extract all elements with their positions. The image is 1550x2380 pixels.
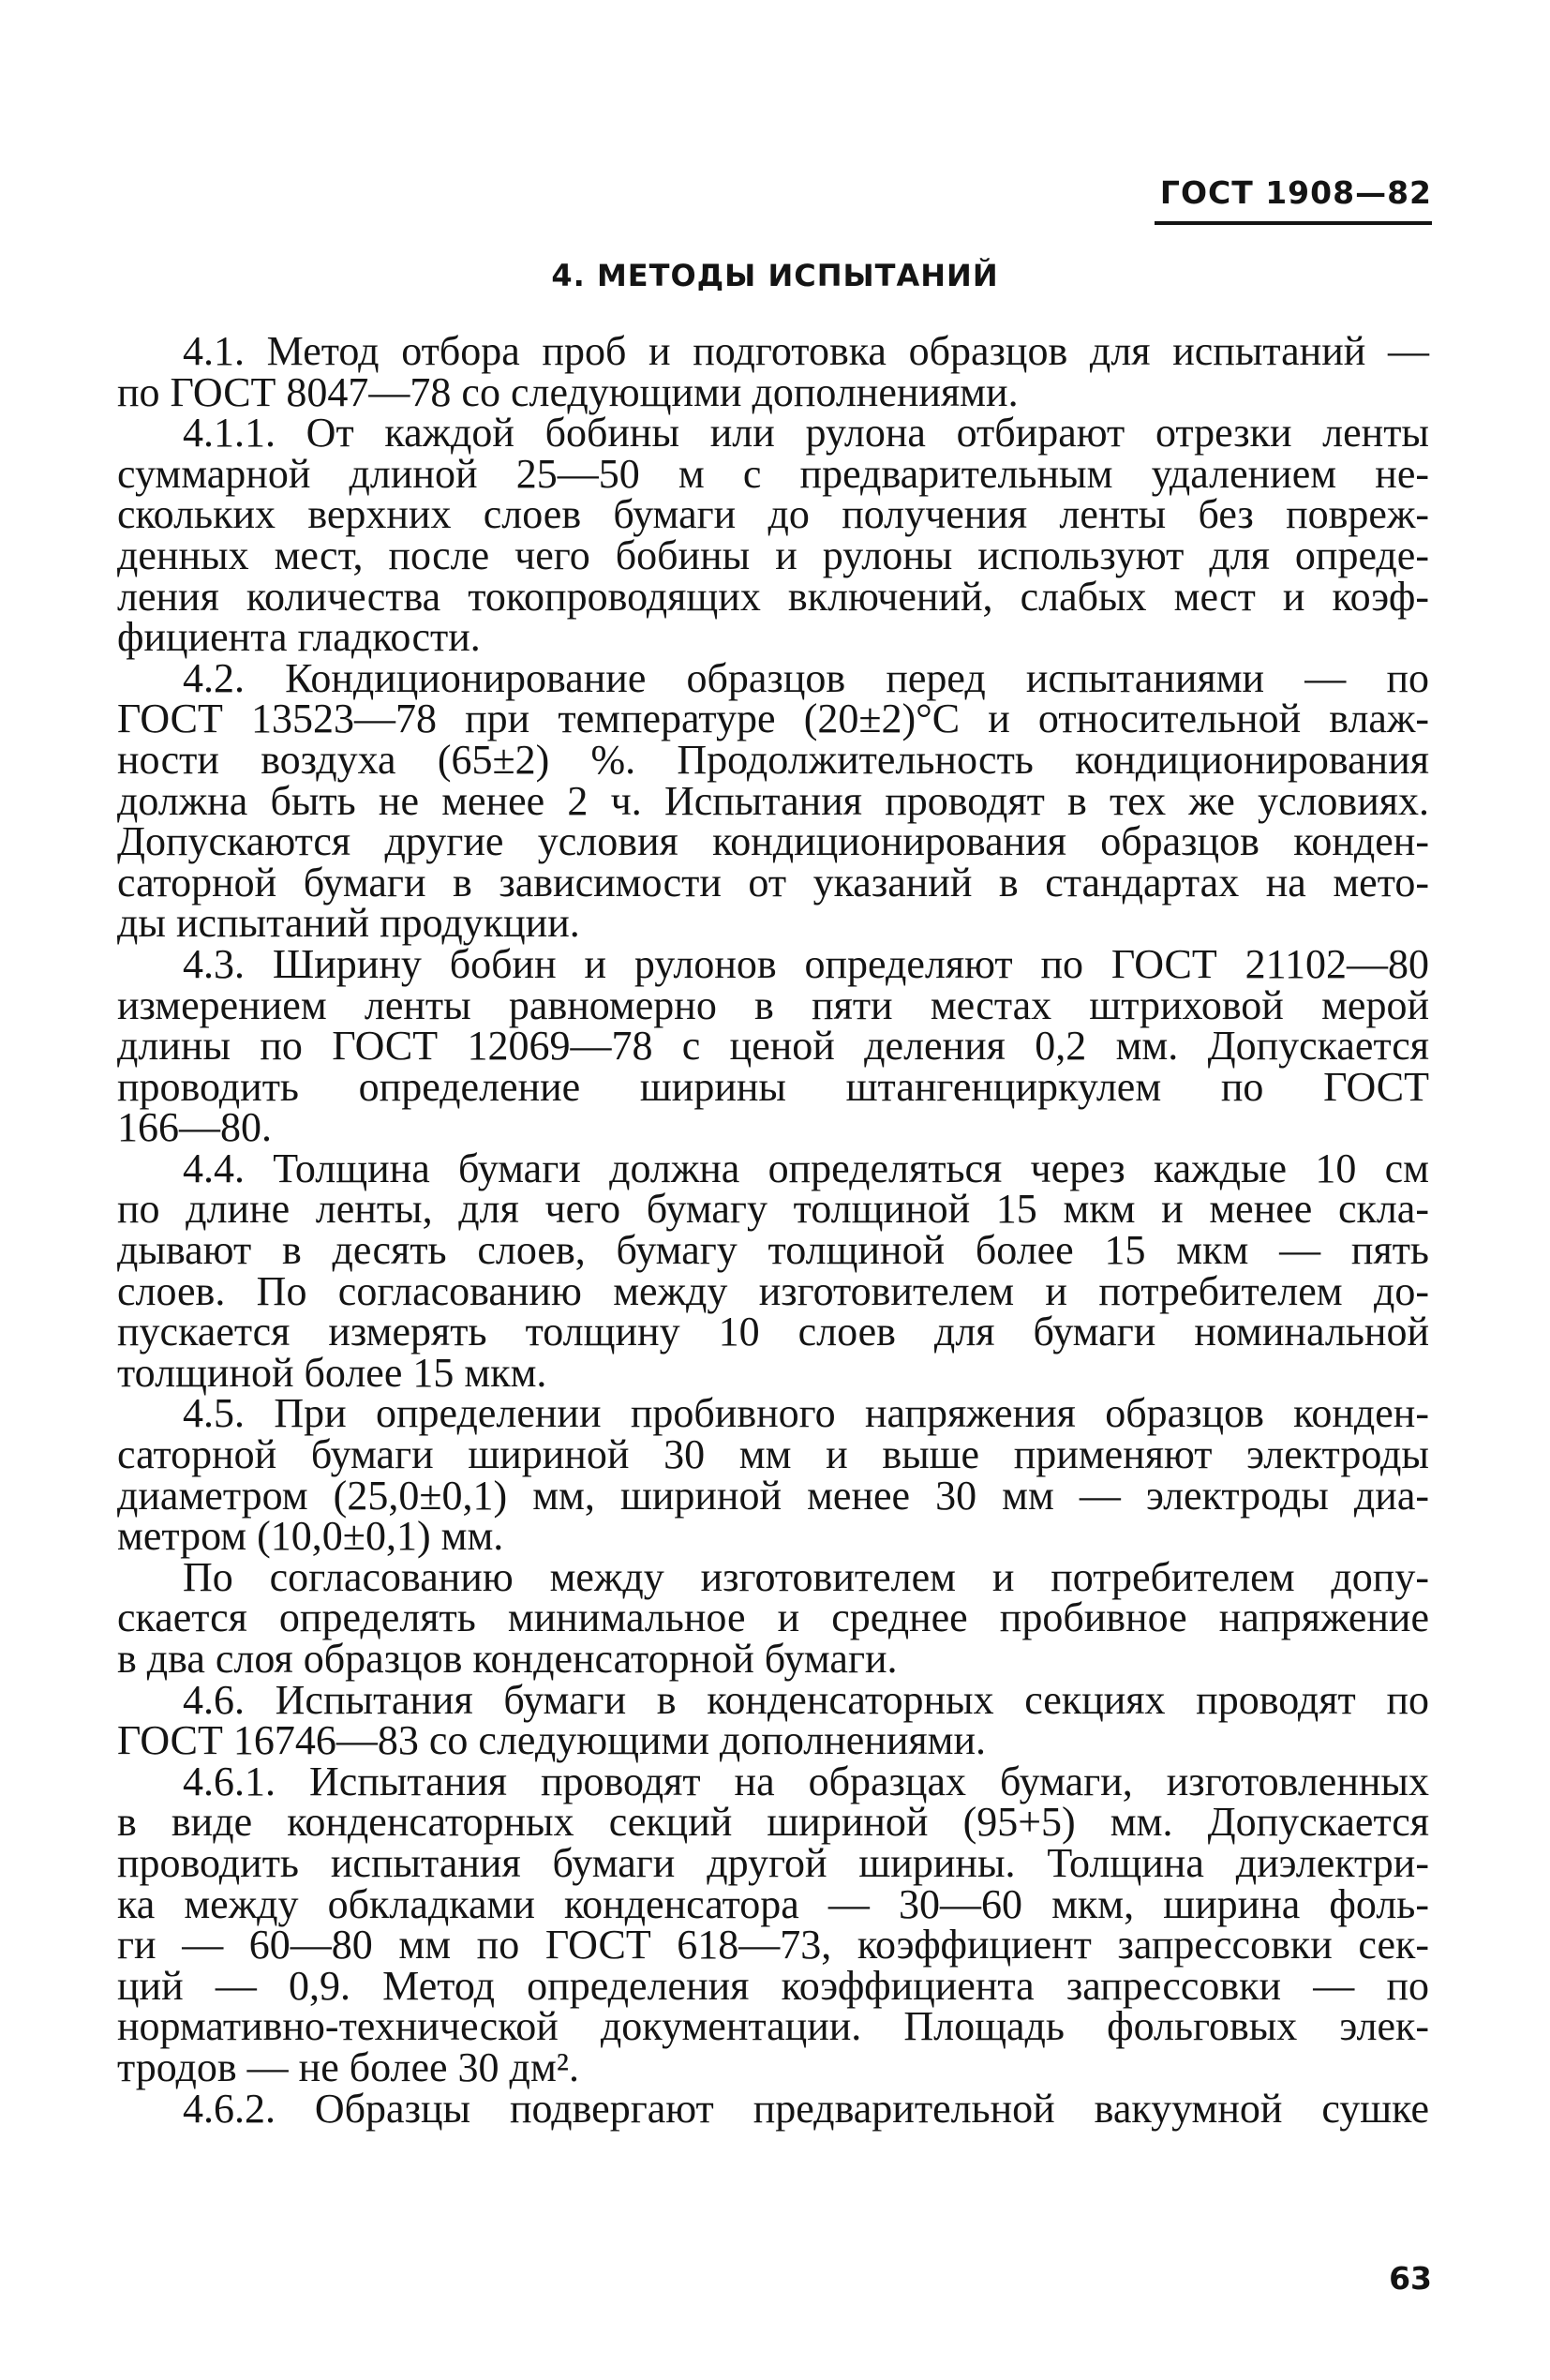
text-line: длины по ГОСТ 12069—78 с ценой деления 0,2 мм. Допускается xyxy=(117,1023,1429,1070)
text-line: в два слоя образцов конденсаторной бумаги. xyxy=(117,1636,898,1682)
text-line: фициента гладкости. xyxy=(117,614,481,661)
text-line: 4.5. При определении пробивного напряжения образцов конден- xyxy=(183,1390,1429,1437)
document-code: ГОСТ 1908—82 xyxy=(1159,174,1432,211)
body-text xyxy=(117,328,1429,2132)
text-line: скается определять минимальное и среднее пробивное напряжение xyxy=(117,1594,1429,1641)
text-line: По согласованию между изготовителем и потребителем допу- xyxy=(183,1553,1429,1600)
text-line: измерением ленты равномерно в пяти местах штриховой мерой xyxy=(117,981,1429,1028)
text-line: суммарной длиной 25—50 м с предварительным удалением не- xyxy=(117,450,1429,497)
text-line: 4.3. Ширину бобин и рулонов определяют по ГОСТ 21102—80 xyxy=(183,940,1429,987)
text-line: 4.1. Метод отбора проб и подготовка образцов для испытаний — xyxy=(183,328,1429,374)
text-line: проводить определение ширины штангенциркулем по ГОСТ xyxy=(117,1063,1429,1110)
text-line: 4.1.1. От каждой бобины или рулона отбирают отрезки ленты xyxy=(183,410,1429,457)
page-number: 63 xyxy=(1389,2260,1432,2297)
text-line: ления количества токопроводящих включений, слабых мест и коэф- xyxy=(117,573,1429,620)
text-line: ности воздуха (65±2) %. Продолжительность кондиционирования xyxy=(117,736,1429,783)
text-line: диаметром (25,0±0,1) мм, шириной менее 30 мм — электроды диа- xyxy=(117,1472,1429,1519)
text-line: денных мест, после чего бобины и рулоны используют для опреде- xyxy=(117,531,1429,578)
text-line: должна быть не менее 2 ч. Испытания проводят в тех же условиях. xyxy=(117,777,1429,824)
text-line: ги — 60—80 мм по ГОСТ 618—73, коэффициент запрессовки сек- xyxy=(117,1922,1429,1968)
text-line: метром (10,0±0,1) мм. xyxy=(117,1513,504,1560)
text-line: слоев. По согласованию между изготовителем и потребителем до- xyxy=(117,1267,1429,1314)
text-line: дывают в десять слоев, бумагу толщиной более 15 мкм — пять xyxy=(117,1227,1429,1274)
text-line: пускается измерять толщину 10 слоев для бумаги номинальной xyxy=(117,1309,1429,1355)
text-line: 4.6.2. Образцы подвергают предварительной вакуумной сушке xyxy=(183,2085,1429,2132)
text-line: по длине ленты, для чего бумагу толщиной 15 мкм и менее скла- xyxy=(117,1186,1429,1233)
text-line: 4.4. Толщина бумаги должна определяться через каждые 10 см xyxy=(183,1145,1429,1191)
text-line: по ГОСТ 8047—78 со следующими дополнениями. xyxy=(117,368,1019,415)
text-line: толщиной более 15 мкм. xyxy=(117,1349,547,1396)
text-line: ГОСТ 13523—78 при температуре (20±2)°С и относительной влаж- xyxy=(117,696,1429,742)
text-line: тродов — не более 30 дм². xyxy=(117,2043,579,2090)
text-line: 4.6. Испытания бумаги в конденсаторных секциях проводят по xyxy=(183,1676,1429,1723)
header-rule xyxy=(1155,221,1432,225)
text-line: скольких верхних слоев бумаги до получения ленты без повреж- xyxy=(117,491,1429,538)
text-line: Допускаются другие условия кондиционирования образцов конден- xyxy=(117,818,1429,865)
text-line: нормативно-технической документации. Площадь фольговых элек- xyxy=(117,2003,1429,2050)
text-line: ций — 0,9. Метод определения коэффициента запрессовки — по xyxy=(117,1962,1429,2009)
text-line: ка между обкладками конденсатора — 30—60 мкм, ширина фоль- xyxy=(117,1880,1429,1927)
text-line: ГОСТ 16746—83 со следующими дополнениями. xyxy=(117,1717,987,1764)
text-line: саторной бумаги в зависимости от указаний в стандартах на мето- xyxy=(117,859,1429,906)
text-line: 166—80. xyxy=(117,1104,272,1151)
text-line: 4.6.1. Испытания проводят на образцах бумаги, изготовленных xyxy=(183,1758,1429,1804)
section-title: 4. МЕТОДЫ ИСПЫТАНИЙ xyxy=(551,258,999,293)
text-line: ды испытаний продукции. xyxy=(117,900,580,947)
text-line: проводить испытания бумаги другой ширины. Толщина диэлектри- xyxy=(117,1839,1429,1886)
text-line: саторной бумаги шириной 30 мм и выше применяют электроды xyxy=(117,1431,1429,1478)
text-line: в виде конденсаторных секций шириной (95+5) мм. Допускается xyxy=(117,1799,1429,1846)
text-line: 4.2. Кондиционирование образцов перед испытаниями — по xyxy=(183,654,1429,701)
